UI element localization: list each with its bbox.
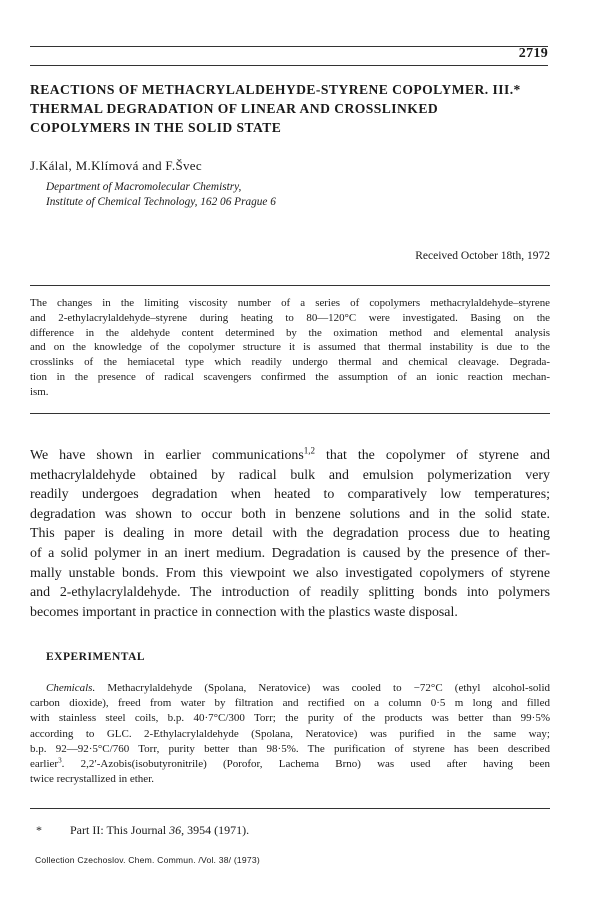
abstract-line: crosslinks of the hemiacetal type which readily undergo thermal and chemical cleavage. Degrada- xyxy=(30,356,550,369)
chemicals-text: earlier xyxy=(30,758,59,771)
authors: J.Kálal, M.Klímová and F.Švec xyxy=(30,158,202,173)
intro-line: This paper is dealing in more detail with the degradation process due to heating xyxy=(30,526,550,542)
chemicals-text: . 2,2′-Azobis(isobutyronitrile) (Porofor, Lachema Brno) was used after having been xyxy=(61,758,550,771)
chemicals-line: according to GLC. 2-Ethylacrylaldehyde (Spolana, Neratovice) was purified in the same way; xyxy=(30,727,550,740)
title-line: REACTIONS OF METHACRYLALDEHYDE-STYRENE COPOLYMER. III.* xyxy=(30,82,521,97)
title-line: COPOLYMERS IN THE SOLID STATE xyxy=(30,120,282,135)
chemicals-line: with stainless steel coils, b.p. 40·7°C/300 Torr; the purity of the products was better than 99·5% xyxy=(30,712,550,725)
affiliation-line: Department of Macromolecular Chemistry, xyxy=(46,181,242,193)
intro-line: mally unstable bonds. From this viewpoint we also investigated copolymers of styrene xyxy=(30,565,550,581)
journal-citation: Collection Czechoslov. Chem. Commun. /Vol. 38/ (1973) xyxy=(35,855,260,865)
abstract-top-rule xyxy=(30,285,550,286)
abstract-line: and 2-ethylacrylaldehyde–styrene during heating to 80—120°C were investigated. Basing on the xyxy=(30,311,550,324)
chemicals-line: carbon dioxide), freed from water by filtration and rectified on a column 0·5 m long and filled xyxy=(30,697,550,710)
footnote xyxy=(36,823,249,838)
chemicals-text: Methacrylaldehyde (Spolana, Neratovice) was cooled to −72°C (ethyl alcohol-solid xyxy=(95,682,550,694)
chemicals-label: Chemicals. xyxy=(46,682,96,694)
chemicals-line: twice recrystallized in ether. xyxy=(30,773,154,786)
title-line: THERMAL DEGRADATION OF LINEAR AND CROSSLINKED xyxy=(30,101,439,116)
intro-line: degradation was shown to occur both in benzene solutions and in the solid state. xyxy=(30,506,550,522)
footnote-text: Part II: This Journal xyxy=(70,823,170,837)
article-title xyxy=(30,80,570,137)
chemicals-paragraph xyxy=(30,681,550,787)
footnote-text: , 3954 (1971). xyxy=(181,823,250,837)
reference-superscript: 3 xyxy=(58,756,62,765)
intro-line: becomes important in practice in connection with the plastics waste disposal. xyxy=(30,604,458,620)
header-rule xyxy=(30,46,548,47)
reference-superscript: 1,2 xyxy=(303,445,316,456)
header-rule-lower xyxy=(30,65,548,66)
affiliation-line: Institute of Chemical Technology, 162 06 Prague 6 xyxy=(46,196,276,208)
abstract-line: tion in the presence of radical scavengers confirmed the assumption of an ionic reaction mechan- xyxy=(30,370,550,383)
intro-paragraph xyxy=(30,446,550,622)
intro-line xyxy=(30,446,550,466)
chemicals-line xyxy=(30,757,550,772)
affiliation xyxy=(46,180,276,210)
page-number: 2719 xyxy=(518,46,548,61)
intro-line: and 2-ethylacrylaldehyde. The introduction of readily splitting bonds into polymers xyxy=(30,585,550,601)
abstract-line: The changes in the limiting viscosity number of a series of copolymers methacrylaldehyde–styrene xyxy=(30,297,550,309)
chemicals-line xyxy=(30,681,550,696)
abstract-bottom-rule xyxy=(30,413,550,414)
intro-line: methacrylaldehyde obtained by radical bulk and emulsion polymerization very xyxy=(30,467,550,483)
footnote-rule xyxy=(30,808,550,809)
abstract xyxy=(30,296,550,400)
received-date: Received October 18th, 1972 xyxy=(415,250,550,262)
abstract-line: and on the knowledge of the copolymer structure it is assumed that thermal instability is due to the xyxy=(30,341,550,354)
abstract-line: ism. xyxy=(30,385,49,398)
intro-line: readily undergoes degradation when heated to comparatively low temperatures; xyxy=(30,487,550,503)
section-heading-experimental: EXPERIMENTAL xyxy=(46,651,146,663)
intro-line: of a solid polymer in an inert medium. Degradation is caused by the presence of ther- xyxy=(30,545,550,561)
intro-text: that the copolymer of styrene and xyxy=(315,448,551,463)
abstract-line: difference in the aldehyde content determined by the oximation method and elemental analysis xyxy=(30,326,550,339)
footnote-volume: 36 xyxy=(169,823,182,837)
intro-text: We have shown in earlier communications xyxy=(30,448,304,463)
chemicals-line: b.p. 92—92·5°C/760 Torr, purity better than 98·5%. The purification of styrene has been described xyxy=(30,742,550,755)
footnote-marker: * xyxy=(36,823,42,837)
